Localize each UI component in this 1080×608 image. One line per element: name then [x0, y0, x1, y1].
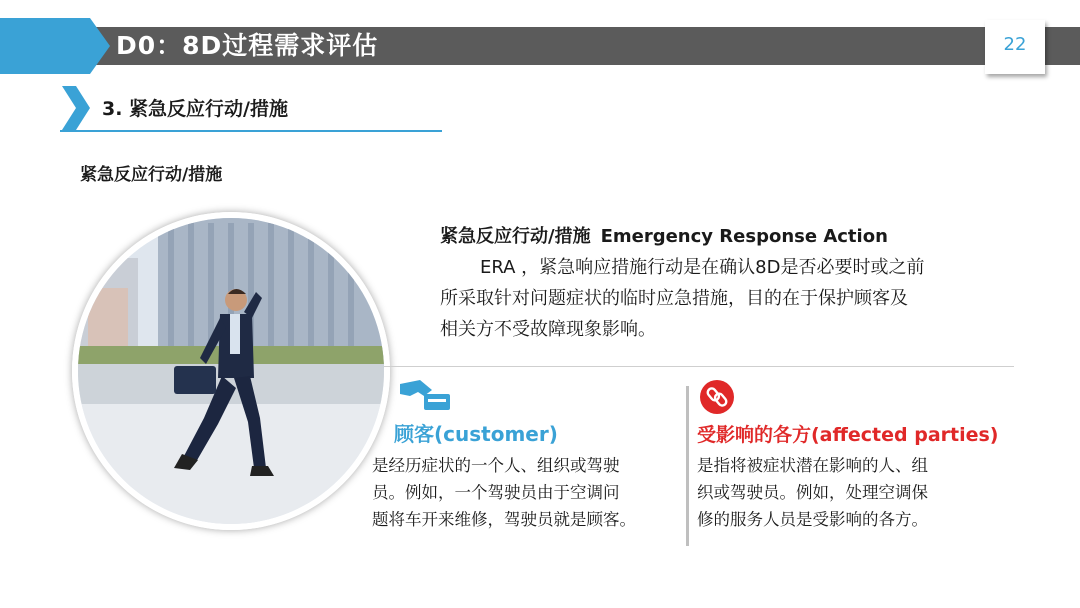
affected-line-1: 是指将被症状潜在影响的人、组	[697, 456, 928, 475]
affected-body	[697, 452, 997, 533]
subsection-title: 紧急反应行动/措施	[80, 165, 223, 185]
section-title: 3. 紧急反应行动/措施	[102, 98, 288, 120]
definition-line-3: 相关方不受故障现象影响。	[440, 319, 656, 340]
customer-line-3: 题将车开来维修，驾驶员就是顾客。	[372, 510, 636, 529]
customer-body	[372, 452, 688, 533]
definition-line-2: 所采取针对问题症状的临时应急措施，目的在于保护顾客及	[440, 288, 908, 309]
customer-line-2: 员。例如，一个驾驶员由于空调问	[372, 483, 620, 502]
definition-heading-en: Emergency Response Action	[600, 226, 888, 247]
affected-title: 受影响的各方(affected parties)	[697, 424, 999, 446]
horizontal-divider	[384, 366, 1014, 367]
header-accent-arrow	[0, 18, 110, 74]
definition-heading-cn: 紧急反应行动/措施	[440, 226, 591, 247]
hand-card-icon	[398, 378, 454, 416]
page-number-badge: 22	[985, 20, 1045, 74]
businessman-photo	[72, 212, 390, 530]
customer-title: 顾客(customer)	[394, 422, 558, 446]
definition-heading	[440, 222, 888, 248]
affected-line-2: 织或驾驶员。例如，处理空调保	[697, 483, 928, 502]
slide-title: D0：8D过程需求评估	[116, 31, 379, 60]
affected-line-3: 修的服务人员是受影响的各方。	[697, 510, 928, 529]
section-underline	[60, 130, 442, 132]
chevron-right-icon	[60, 86, 92, 130]
chain-link-icon	[700, 380, 734, 414]
definition-body	[440, 252, 1000, 345]
customer-line-1: 是经历症状的一个人、组织或驾驶	[372, 456, 620, 475]
definition-line-1: ERA ，紧急响应措施行动是在确认8D是否必要时或之前	[480, 257, 925, 278]
